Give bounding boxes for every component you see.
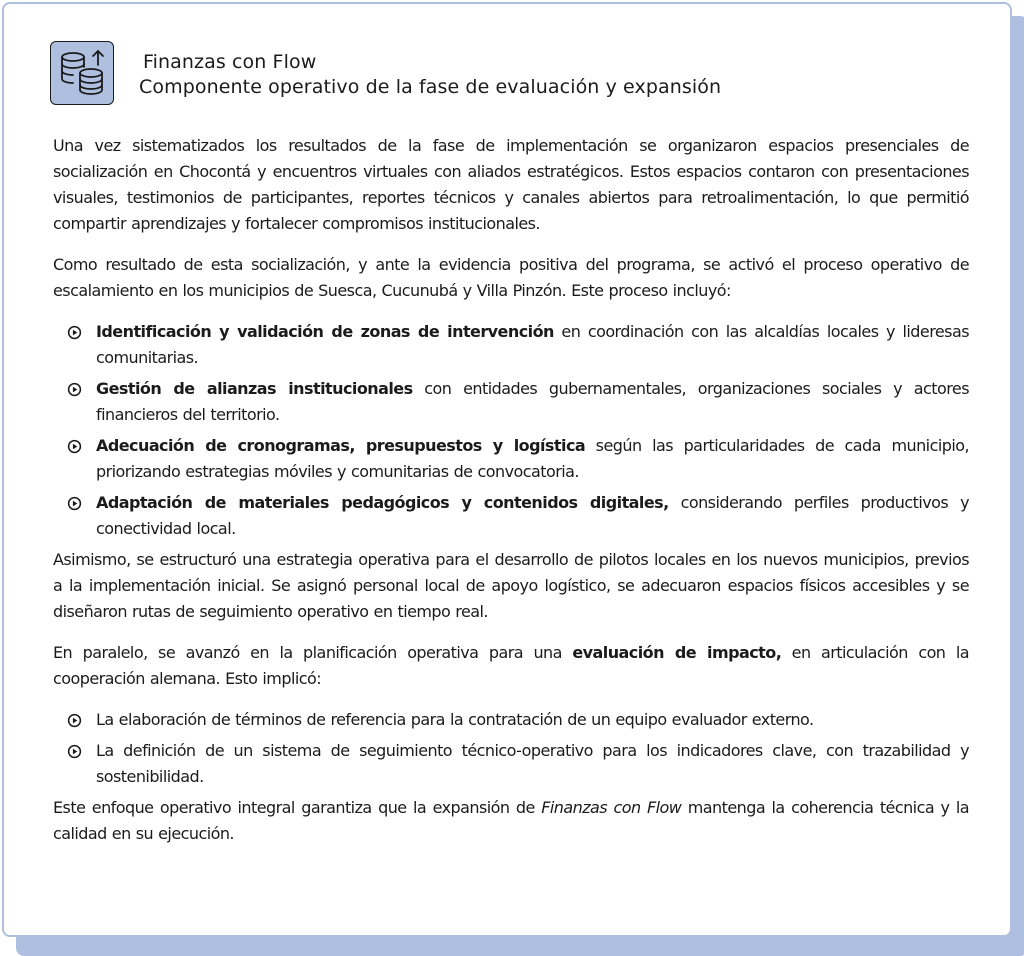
impact-text-after: en articulación con la cooperación alemana. Esto implicó: bbox=[53, 643, 969, 688]
list-item-text: La elaboración de términos de referencia para la contratación de un equipo evaluador externo. bbox=[96, 710, 814, 729]
coins-stack-upload-icon bbox=[50, 41, 114, 105]
list-item-text: con entidades gubernamentales, organizaciones sociales y actores financieros del territorio. bbox=[96, 379, 969, 424]
closing-text-after: mantenga la coherencia técnica y la calidad en su ejecución. bbox=[53, 798, 969, 843]
list-item-text: La definición de un sistema de seguimiento técnico-operativo para los indicadores clave, con trazabilidad y sostenibilidad. bbox=[96, 741, 969, 786]
list-item-bold: Adaptación de materiales pedagógicos y contenidos digitales, bbox=[96, 493, 669, 512]
play-circle-icon bbox=[67, 744, 82, 759]
body-content bbox=[53, 133, 969, 862]
play-circle-icon bbox=[67, 496, 82, 511]
list-item-text: según las particularidades de cada municipio, priorizando estrategias móviles y comunitarias de convocatoria. bbox=[96, 436, 969, 481]
play-circle-icon bbox=[67, 325, 82, 340]
paragraph-pilots: Asimismo, se estructuró una estrategia operativa para el desarrollo de pilotos locales en los nuevos municipios, previos a la implementación inicial. Se asignó personal local de apoyo logístico, se adecuaron espacios físicos accesibles y se diseñaron rutas de seguimiento operativo en tiempo real. bbox=[53, 550, 969, 621]
impact-list bbox=[53, 707, 969, 790]
impact-text-before: En paralelo, se avanzó en la planificación operativa para una bbox=[53, 643, 573, 662]
paragraph-intro: Una vez sistematizados los resultados de la fase de implementación se organizaron espacios presenciales de socialización en Chocontá y encuentros virtuales con aliados estratégicos. Estos espacios contaron con presentaciones visuales, testimonios de participantes, reportes técnicos y canales abiertos para retroalimentación, lo que permitió compartir aprendizajes y fortalecer compromisos institucionales. bbox=[53, 136, 969, 233]
play-circle-icon bbox=[67, 439, 82, 454]
list-item bbox=[53, 490, 969, 542]
list-item bbox=[53, 433, 969, 485]
paragraph-result: Como resultado de esta socialización, y ante la evidencia positiva del programa, se activó el proceso operativo de escalamiento en los municipios de Suesca, Cucunubá y Villa Pinzón. Este proceso incluyó: bbox=[53, 255, 969, 300]
impact-bold: evaluación de impacto, bbox=[572, 643, 782, 662]
list-item bbox=[53, 376, 969, 428]
process-list bbox=[53, 319, 969, 542]
list-item-text: en coordinación con las alcaldías locales y lideresas comunitarias. bbox=[96, 322, 969, 367]
section-header bbox=[50, 41, 990, 107]
list-item-text: considerando perfiles productivos y conectividad local. bbox=[96, 493, 969, 538]
closing-text-before: Este enfoque operativo integral garantiza que la expansión de bbox=[53, 798, 542, 817]
play-circle-icon bbox=[67, 382, 82, 397]
list-item-bold: Gestión de alianzas institucionales bbox=[96, 379, 413, 398]
list-item-bold: Adecuación de cronogramas, presupuestos y logística bbox=[96, 436, 586, 455]
list-item bbox=[53, 738, 969, 790]
play-circle-icon bbox=[67, 713, 82, 728]
list-item bbox=[53, 319, 969, 371]
title-line-1: Finanzas con Flow bbox=[143, 51, 317, 73]
list-item-bold: Identificación y validación de zonas de intervención bbox=[96, 322, 554, 341]
paragraph-impact bbox=[53, 640, 969, 692]
title-line-2: Componente operativo de la fase de evaluación y expansión bbox=[139, 76, 722, 98]
content-card bbox=[2, 2, 1012, 937]
list-item bbox=[53, 707, 969, 733]
paragraph-closing bbox=[53, 795, 969, 847]
closing-italic: Finanzas con Flow bbox=[541, 798, 682, 817]
